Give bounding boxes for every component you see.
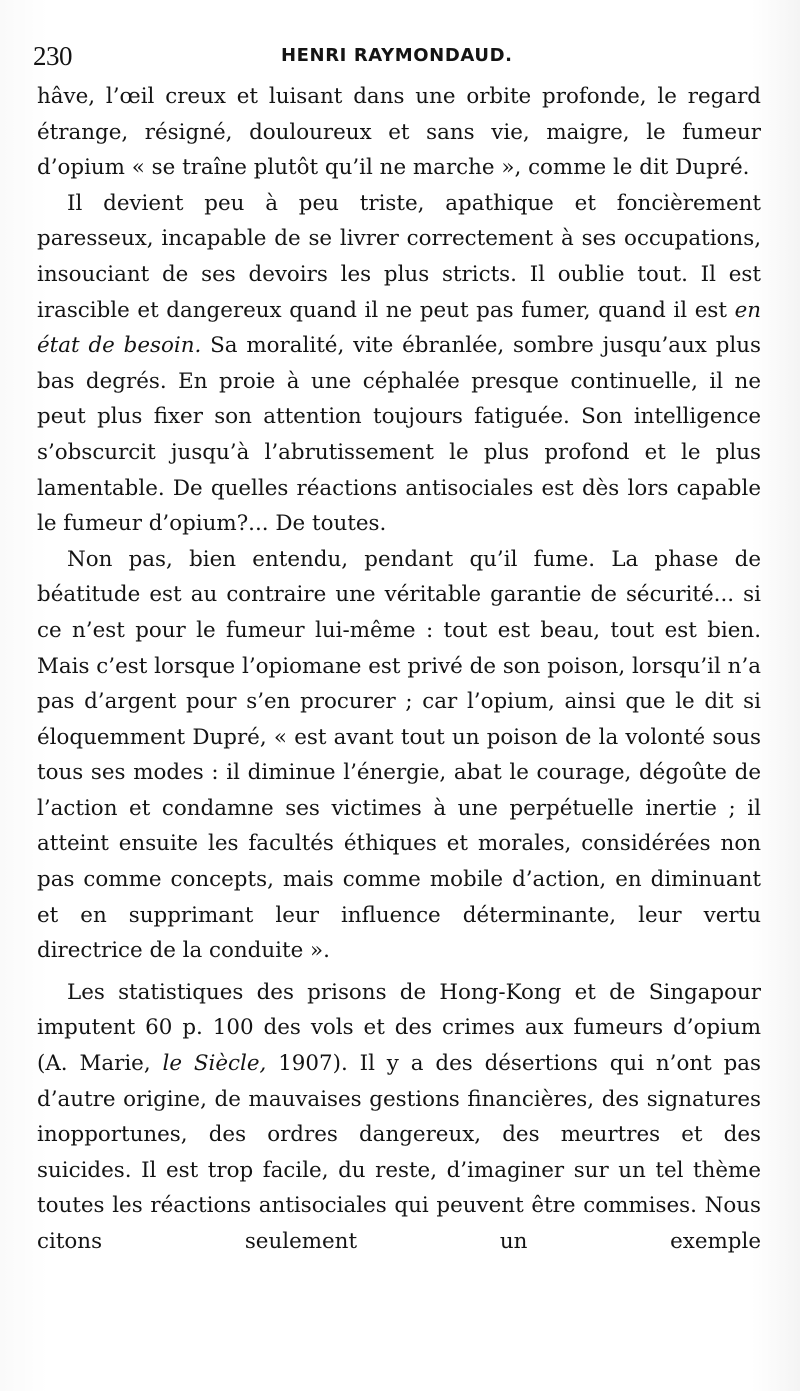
- running-title: HENRI RAYMONDAUD.: [281, 45, 513, 66]
- paragraph-3: Non pas, bien entendu, pendant qu’il fume. La phase de béatitude est au contraire une véritable garantie de sécurité... si ce n’est pour le fumeur lui-même : tout est beau, tout est bien. Mais c’est lorsque l’opiomane est privé de son poison, lorsqu’il n’a pas d’argent pour s’en procurer ; car l’opium, ainsi que le dit si éloquemment Dupré, « est avant tout un poison de la volonté sous tous ses modes : il diminue l’énergie, abat le courage, dégoûte de l’action et condamne ses victimes à une perpétuelle inertie ; il atteint ensuite les facultés éthiques et morales, considérées non pas comme concepts, mais comme mobile d’action, en diminuant et en supprimant leur influence déterminante, leur vertu directrice de la conduite ».: [37, 546, 761, 964]
- paragraph-2: [37, 186, 761, 542]
- paragraph-2-text-b: Sa moralité, vite ébranlée, sombre jusqu’aux plus bas degrés. En proie à une céphalée presque continuelle, il ne peut plus fixer son attention toujours fatiguée. Son intelligence s’obscurcit jusqu’à l’abrutissement le plus profond et le plus lamentable. De quelles réactions antisociales est dès lors capable le fumeur d’opium?... De toutes.: [37, 333, 761, 537]
- paragraph-2-text-a: Il devient peu à peu triste, apathique et foncièrement paresseux, incapable de se livrer correctement à ses occupations, insouciant de ses devoirs les plus stricts. Il oublie tout. Il est irascible et dangereux quand il ne peut pas fumer, quand il est: [37, 190, 761, 323]
- paragraph-1: hâve, l’œil creux et luisant dans une orbite profonde, le regard étrange, résigné, douloureux et sans vie, maigre, le fumeur d’opium « se traîne plutôt qu’il ne marche », comme le dit Dupré.: [37, 84, 761, 181]
- page-header: [33, 36, 763, 76]
- paragraph-4-text-a: Les statistiques des prisons de Hong-Kong et de Singapour imputent 60 p. 100 des vols et des crimes aux fumeurs d’opium (A. Marie,: [37, 979, 761, 1077]
- body-text: [37, 79, 761, 1260]
- paragraph-4: [37, 975, 761, 1260]
- paragraph-4-italic: le Siècle,: [162, 1051, 267, 1077]
- paragraph-2-italic: en état de besoin.: [37, 297, 761, 359]
- paragraph-4-text-b: 1907). Il y a des désertions qui n’ont pas d’autre origine, de mauvaises gestions financières, des signatures inopportunes, des ordres dangereux, des meurtres et des suicides. Il est trop facile, du reste, d’imaginer sur un tel thème toutes les réactions antisociales qui peuvent être commises. Nous citons seulement un exemple: [37, 1051, 762, 1254]
- page-number: 230: [33, 41, 72, 71]
